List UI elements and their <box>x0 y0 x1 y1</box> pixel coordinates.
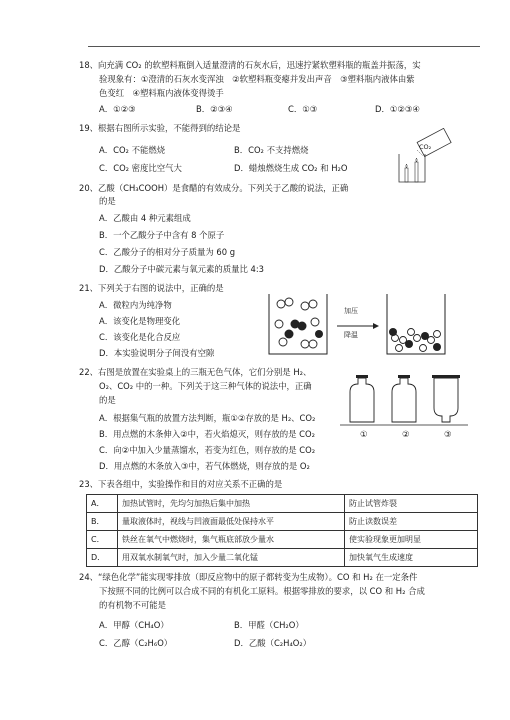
q20-stem-line1: 20、乙酸（CH₃COOH）是食醋的有效成分。下列关于乙酸的说法，正确 <box>79 183 349 193</box>
table-cell: C． <box>87 531 118 549</box>
q18-stem-line1: 18、向充满 CO₂ 的软塑料瓶倒入适量澄清的石灰水后，迅速拧紧软塑料瓶的瓶盖并振荡，实 <box>79 60 421 70</box>
q22-option-c: C．向②中加入少量蒸馏水，若变为红色，则存放的是 CO₂ <box>99 445 316 455</box>
table-cell: 使实验现象更加明显 <box>345 531 478 549</box>
q19-option-d: D．蜡烛燃烧生成 CO₂ 和 H₂O <box>234 163 348 173</box>
q24-option-a: A．甲醇（CH₄O） <box>99 620 169 630</box>
q22-option-b: B．用点燃的木条伸入②中，若火焰熄灭，则存放的是 CO₂ <box>99 429 315 439</box>
q19-option-c: C．CO₂ 密度比空气大 <box>99 163 182 173</box>
q20-option-a: A．乙酸由 4 种元素组成 <box>99 213 191 223</box>
q19-candle-figure <box>395 128 455 186</box>
q22-gas-bottles-figure <box>340 372 470 428</box>
q21-arrow-label-cool: 降温 <box>344 331 358 339</box>
q19-option-b: B．CO₂ 不支持燃烧 <box>234 145 309 155</box>
q23-table <box>86 494 478 567</box>
q21-option-c: C．该变化是化合反应 <box>99 332 181 342</box>
q20-option-c: C．乙酸分子的相对分子质量为 60 g <box>99 247 236 257</box>
table-cell: A． <box>87 495 118 513</box>
q22-stem-line1: 22、右图是放置在实验桌上的三瓶无色气体，它们分别是 H₂、 <box>79 367 312 377</box>
q21-arrow-label-pressurize: 加压 <box>344 307 358 315</box>
q22-bottle-label-2: ② <box>402 429 410 439</box>
q22-option-a: A．根据集气瓶的放置方法判断，瓶①②存放的是 H₂、CO₂ <box>99 413 316 423</box>
q24-option-b: B．甲醛（CH₂O） <box>234 620 304 630</box>
table-cell: 防止读数误差 <box>345 513 478 531</box>
q21-stem: 21、下列关于右图的说法中，正确的是 <box>79 283 224 293</box>
q18-stem-line2: 验现象有：①澄清的石灰水变浑浊 ②软塑料瓶变瘪并发出声音 ③塑料瓶内液体由紫 <box>99 74 415 84</box>
header-rule <box>88 46 480 47</box>
table-row <box>87 495 478 513</box>
table-row <box>87 549 478 567</box>
q22-option-d: D．用点燃的木条放入③中，若气体燃烧，则存放的是 O₂ <box>99 461 310 471</box>
table-cell: D． <box>87 549 118 567</box>
q22-bottle-label-3: ③ <box>444 429 452 439</box>
table-cell: 量取液体时，视线与凹液面最低处保持水平 <box>118 513 345 531</box>
q18-option-b: B．②③④ <box>196 104 233 114</box>
table-cell: 铁丝在氧气中燃烧时，集气瓶底部放少量水 <box>118 531 345 549</box>
q22-stem-line3: 的是 <box>99 395 116 405</box>
table-row <box>87 513 478 531</box>
q21-option-a: A．微粒内为纯净物 <box>99 300 172 310</box>
q18-option-d: D．①②③④ <box>375 104 420 114</box>
table-cell: 用双氧水制氧气时，加入少量二氧化锰 <box>118 549 345 567</box>
table-cell: 加快氧气生成速度 <box>345 549 478 567</box>
q22-stem-line2: O₂、CO₂ 中的一种。下列关于这三种气体的说法中，正确 <box>99 381 312 391</box>
table-cell: 防止试管炸裂 <box>345 495 478 513</box>
q21-option-b: A．该变化是物理变化 <box>99 316 181 326</box>
q24-option-d: D．乙酸（C₂H₄O₂） <box>234 638 312 648</box>
q18-option-a: A．①②③ <box>99 104 136 114</box>
q24-stem-line2: 下按照不同的比例可以合成不同的有机化工原料。根据零排放的要求，以 CO 和 H₂ 合成 <box>99 586 425 596</box>
table-cell: B． <box>87 513 118 531</box>
q24-option-c: C．乙醇（C₂H₆O） <box>99 638 173 648</box>
q20-option-b: B．一个乙酸分子中含有 8 个原子 <box>99 230 225 240</box>
q18-option-c: C．①③ <box>288 104 318 114</box>
q18-stem-line3: 色变红 ④塑料瓶内液体变得烫手 <box>99 88 224 98</box>
q21-particle-figure <box>265 290 465 360</box>
q22-bottle-label-1: ① <box>360 429 368 439</box>
q19-figure-label: CO₂ <box>419 143 432 151</box>
table-cell: 加热试管时，先均匀加热后集中加热 <box>118 495 345 513</box>
q24-stem-line1: 24、“绿色化学”能实现零排放（即反应物中的原子都转变为生成物）。CO 和 H₂ 在一定条件 <box>79 572 418 582</box>
q21-option-d: D．本实验说明分子间没有空隙 <box>99 348 215 358</box>
q19-option-a: A．CO₂ 不能燃烧 <box>99 145 166 155</box>
q20-stem-line2: 的是 <box>99 196 116 206</box>
table-row <box>87 531 478 549</box>
q23-stem: 23、下表各组中，实验操作和目的对应关系不正确的是 <box>79 479 283 489</box>
q19-stem: 19、根据右图所示实验，不能得到的结论是 <box>79 123 241 133</box>
q20-option-d: D．乙酸分子中碳元素与氧元素的质量比 4:3 <box>99 264 264 274</box>
q24-stem-line3: 的有机物不可能是 <box>99 600 166 610</box>
